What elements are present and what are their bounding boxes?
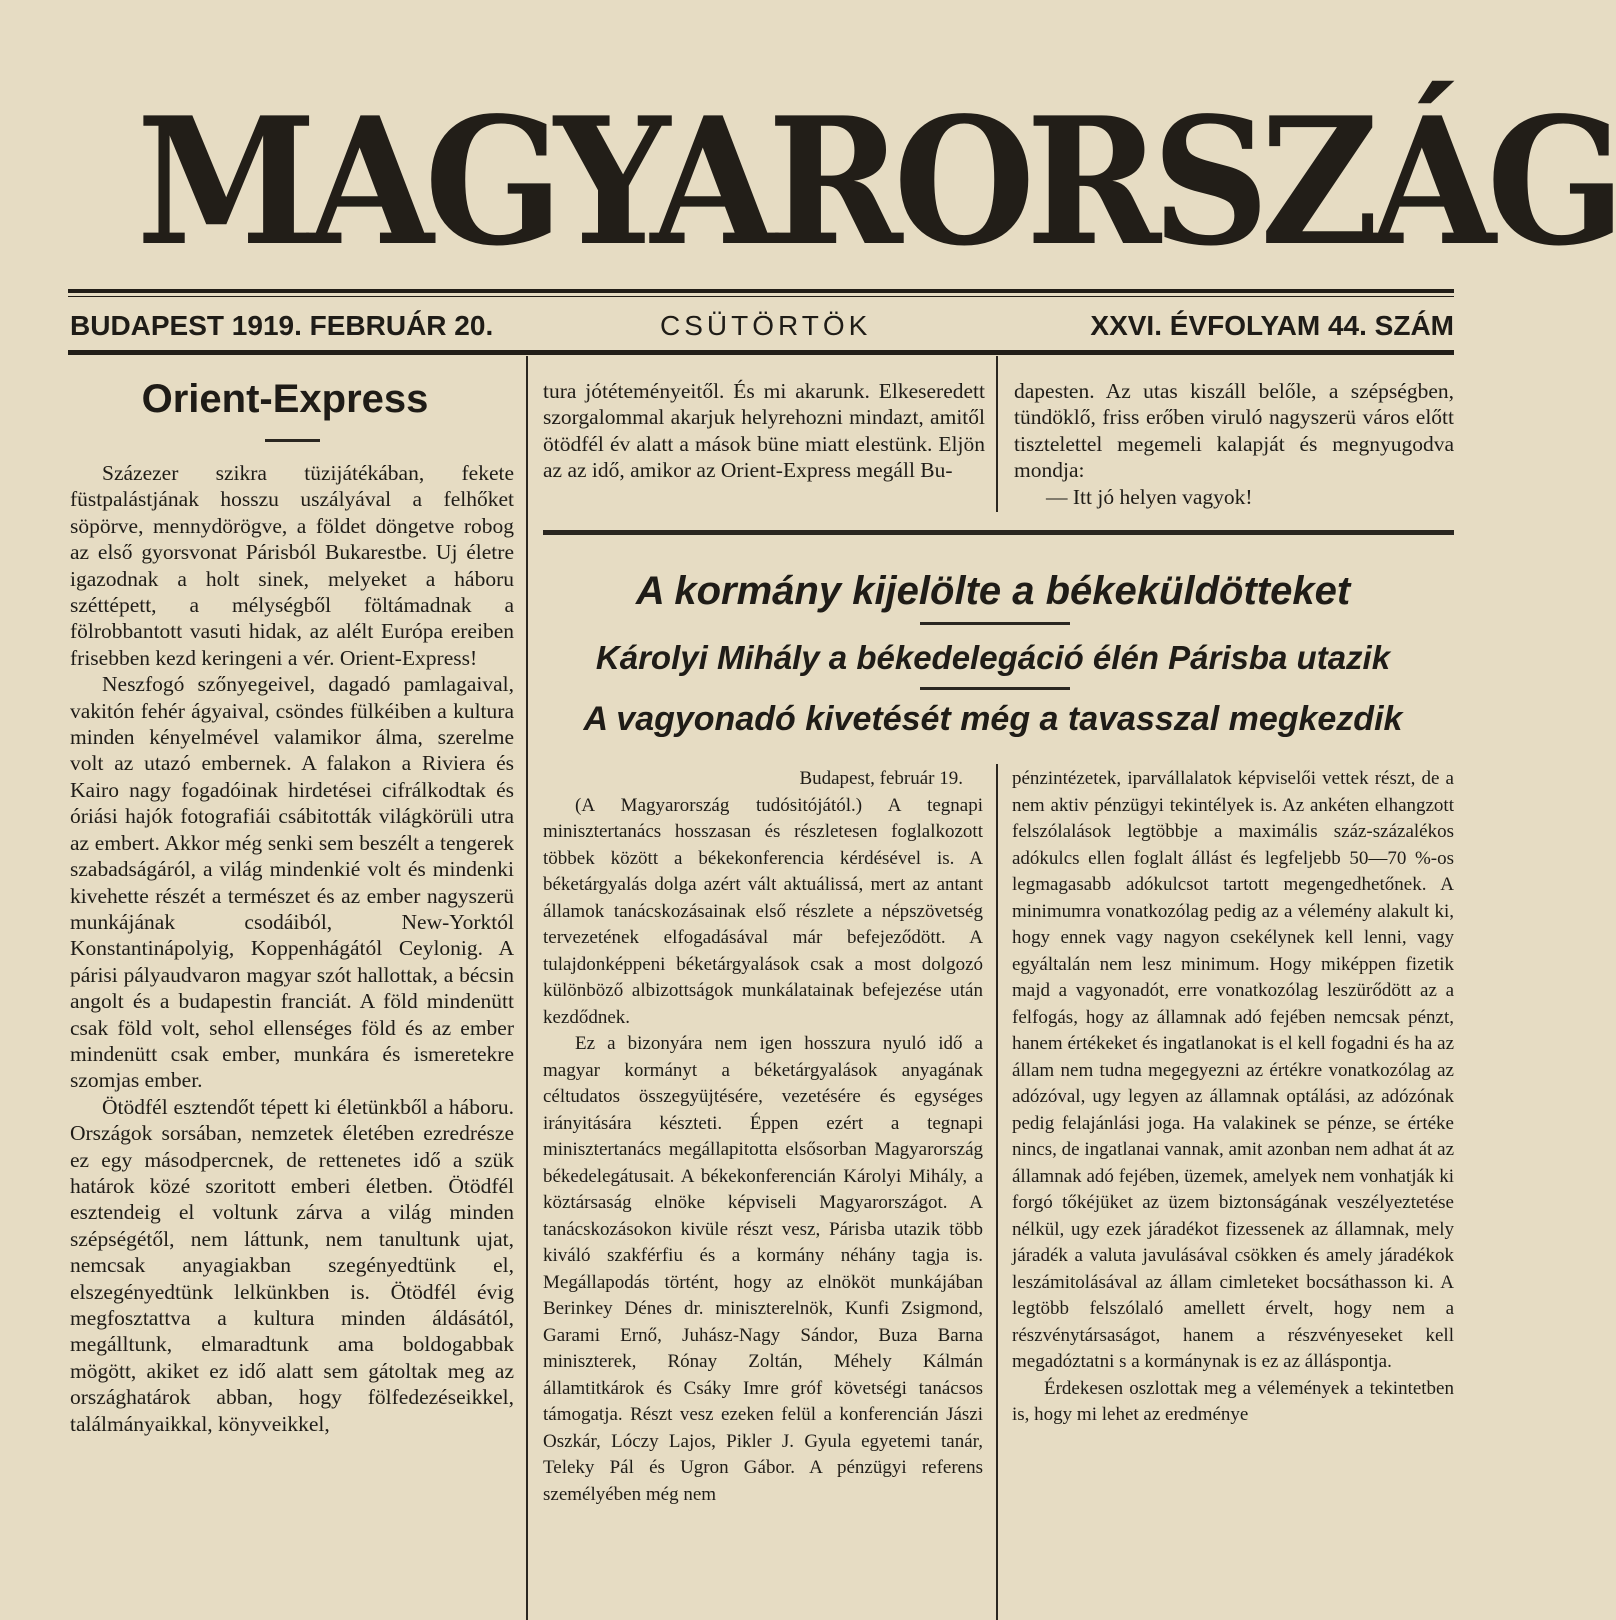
column-divider-top-right: [996, 356, 998, 512]
article-orient-col3: [1014, 378, 1454, 513]
government-col2-paragraph-2: Érdekesen oszlottak meg a vélemények a tekintetben is, hogy mi lehet az eredménye: [1012, 1377, 1454, 1425]
dateline-weekday: CSÜTÖRTÖK: [660, 310, 872, 341]
government-col2-paragraph-1: pénzintézetek, iparvállalatok képviselői vettek részt, de a nem aktiv pénzügyi tekintélyek is. Az ankéten elhangzott felszólalások legtöbbje a maximális száz-százalékos adókulcs ellen foglalt állást és legfeljebb 50—70 %-os legmagasabb adókulcsot tartott megengedhetőnek. A minimumra vonatkozólag pedig az a vélemény alakult ki, hogy ennek vagy nagyon csekélynek kell lenni, vagy egyáltalán nem lesz minimum. Hogy miképpen fizetik majd a vagyonadót, erre vonatkozólag leszürődött az a felfogás, hogy az államnak adó fejében nemcsak pénzt, hanem értékeket és ingatlanokat is el kell fogadni és ha az állam nem tudna megegyezni az értékre vonatkozólag az adózóval, ugy legyen az államnak optálási, az adózónak pedig felajánlási joga. Ha valakinek se pénze, se értéke nincs, de ingatlanai vannak, amit azonban nem adhat át az államnak adó fejében, üzemek, amelyek nem vonhatják ki forgó tőkéjüket az üzem biztonságának veszélyeztetése nélkül, ugy ezek járadékot fizessenek az államnak, mely járadék a valuta javulásával csökken és amely járadékok leszámitolásával az állam cimleteket bocsáthasson ki. A legtöbb felszólaló amellett érvelt, hogy nem a részvénytársaságot, hanem a részvényeseket kell megadóztatni s a kormánynak is ez az álláspontja.: [1012, 768, 1454, 1372]
column-divider-left: [526, 356, 528, 1620]
dateline-issue: XXVI. ÉVFOLYAM 44. SZÁM: [1090, 310, 1454, 341]
column-divider-bottom-right: [996, 764, 998, 1620]
orient-paragraph-3: Ötödfél esztendőt tépett ki életünkből a háboru. Országok sorsában, nemzetek életében ezredrésze ez egy másodpercnek, de rettenetes idő a szük határok közé szoritott emberi életben. Ötödfél esztendeig el voltunk zárva a világ minden szépségétől, nem láttunk, nem tanultunk ujat, nemcsak anyagiakban szegényedtünk el, elszegényedtünk lelkünkben is. Ötödfél évig megfosztattva a kultura minden áldásától, megálltunk, elmaradtunk ama boldogabbak mögött, akiket ez idő alatt sem gátoltak meg az országhatárok abban, hogy fölfedezéseikkel, találmányaikkal, könyveikkel,: [70, 1094, 514, 1436]
orient-col2-text: tura jótéteményeitől. És mi akarunk. Elkeseredett szorgalommal akarjuk helyrehozni mindazt, amitől ötödfél év alatt a mások büne miatt elestünk. Eljön az az idő, amikor az Orient-Express megáll Bu-: [543, 379, 985, 483]
headline-sub-2: A vagyonadó kivetését még a tavasszal megkezdik: [583, 700, 1403, 738]
orient-paragraph-1: Százezer szikra tüzijátékában, fekete füstpalástjának hosszu uszályával a felhőket söpörve, mennydörögve, a földet döngetve robog az első gyorsvonat Párisból Bukarestbe. Uj életre igazodnak a holt sinek, melyeket a háboru széttépett, a mélységből föltámadnak a fölrobbantott vasuti hidak, az alélt Európa ereiben frisebben kezd keringeni a vér. Orient-Express!: [70, 461, 514, 670]
title-underline: [265, 439, 320, 442]
masthead-rule-top: [68, 289, 1454, 293]
article-government-col1: [543, 766, 983, 1620]
headline-rule-1: [920, 622, 1070, 625]
dateline-date: BUDAPEST 1919. FEBRUÁR 20.: [70, 310, 494, 341]
masthead-rule-top-thin: [68, 296, 1454, 297]
masthead: [90, 80, 1616, 285]
government-dateline: Budapest, február 19.: [799, 768, 963, 789]
article-orient-col1: [70, 460, 514, 1620]
government-paragraph-2: Ez a bizonyára nem igen hosszura nyuló idő a magyar kormányt a béketárgyalások anyagának céltudatos összegyüjtésére, vezetésére és egységes irányitására készteti. Éppen ezért a tegnapi minisztertanács megállapitotta elsősorban Magyarország békedelegátusait. A békekonferencián Károlyi Mihály, a köztársaság elnöke képviseli Magyarországot. A tanácskozásokon kivüle részt vesz, Párisba utazik több kiváló szakférfiu és a kormány néhány tagja is. Megállapodás történt, hogy az elnököt munkájában Berinkey Dénes dr. miniszterelnök, Kunfi Zsigmond, Garami Ernő, Juhász-Nagy Sándor, Buza Barna miniszterek, Rónay Zoltán, Méhely Kálmán államtitkárok és Csáky Imre gróf követségi tanácsos támogatja. Részt vesz ezeken felül a konferencián Jászi Oszkár, Lóczy Lajos, Pikler J. Gyula egyetemi tanár, Teleky Pál és Ugron Gábor. A pénzügyi referens személyében még nem: [543, 1033, 983, 1505]
article-title-orient-express: Orient-Express: [141, 377, 429, 421]
headline-sub-1: Károlyi Mihály a békedelegáció élén Párisba utazik: [595, 639, 1391, 676]
headline-rule-2: [920, 687, 1070, 690]
orient-paragraph-2: Neszfogó szőnyegeivel, dagadó pamlagaival, vakitón fehér ágyaival, csöndes fülkéiben a kultura minden kényelmével valamikor álma, szerelme volt az utazó embernek. A falakon a Riviera és Kairo nagy fogadóinak hirdetései cifrálkodtak és óriási hajók fotografiái csábitották világkörüli utra az embert. Akkor még senki sem beszélt a tengerek szabadságáról, a világ mindenkié volt és mindenki kivehette részét a természet és az ember nagyszerü munkájának csodáiból, New-Yorktól Konstantinápolyig, Koppenhágától Ceylonig. A párisi pályaudvaron magyar szót hallottak, a bécsin angolt és a budapestin franciát. A föld mindenütt csak föld volt, sehol ellenséges föld és az ember mindenütt csak ember, munkára és ismeretekre szomjas ember.: [70, 672, 514, 1093]
orient-col3-quote: — Itt jó helyen vagyok!: [1046, 484, 1253, 509]
headline-main: A kormány kijelölte a békeküldötteket: [635, 569, 1351, 613]
orient-col3-text: dapesten. Az utas kiszáll belőle, a szépségben, tündöklő, friss erőben viruló nagyszerü város előtt tisztelettel megemeli kalapját és megnyugodva mondja:: [1014, 379, 1454, 483]
article-orient-col2: [543, 378, 985, 513]
article-government-col2: [1012, 766, 1454, 1620]
article-separator: [543, 530, 1454, 535]
dateline: [70, 306, 1454, 346]
masthead-title: MAGYARORSZÁG: [136, 80, 1616, 285]
dateline-rule: [68, 350, 1454, 355]
government-paragraph-1: (A Magyarország tudósitójától.) A tegnapi minisztertanács hosszasan és részletesen foglalkozott többek között a békekonferencia kérdésével is. A béketárgyalás dolga azért vált aktuálissá, mert az antant államok tanácskozásainak első részlete a népszövetség tervezetének elfogadásával már befejeződött. A tulajdonképpeni béketárgyalások csak a most dolgozó különböző albizottságok munkálatainak befejezése után kezdődnek.: [543, 794, 983, 1028]
